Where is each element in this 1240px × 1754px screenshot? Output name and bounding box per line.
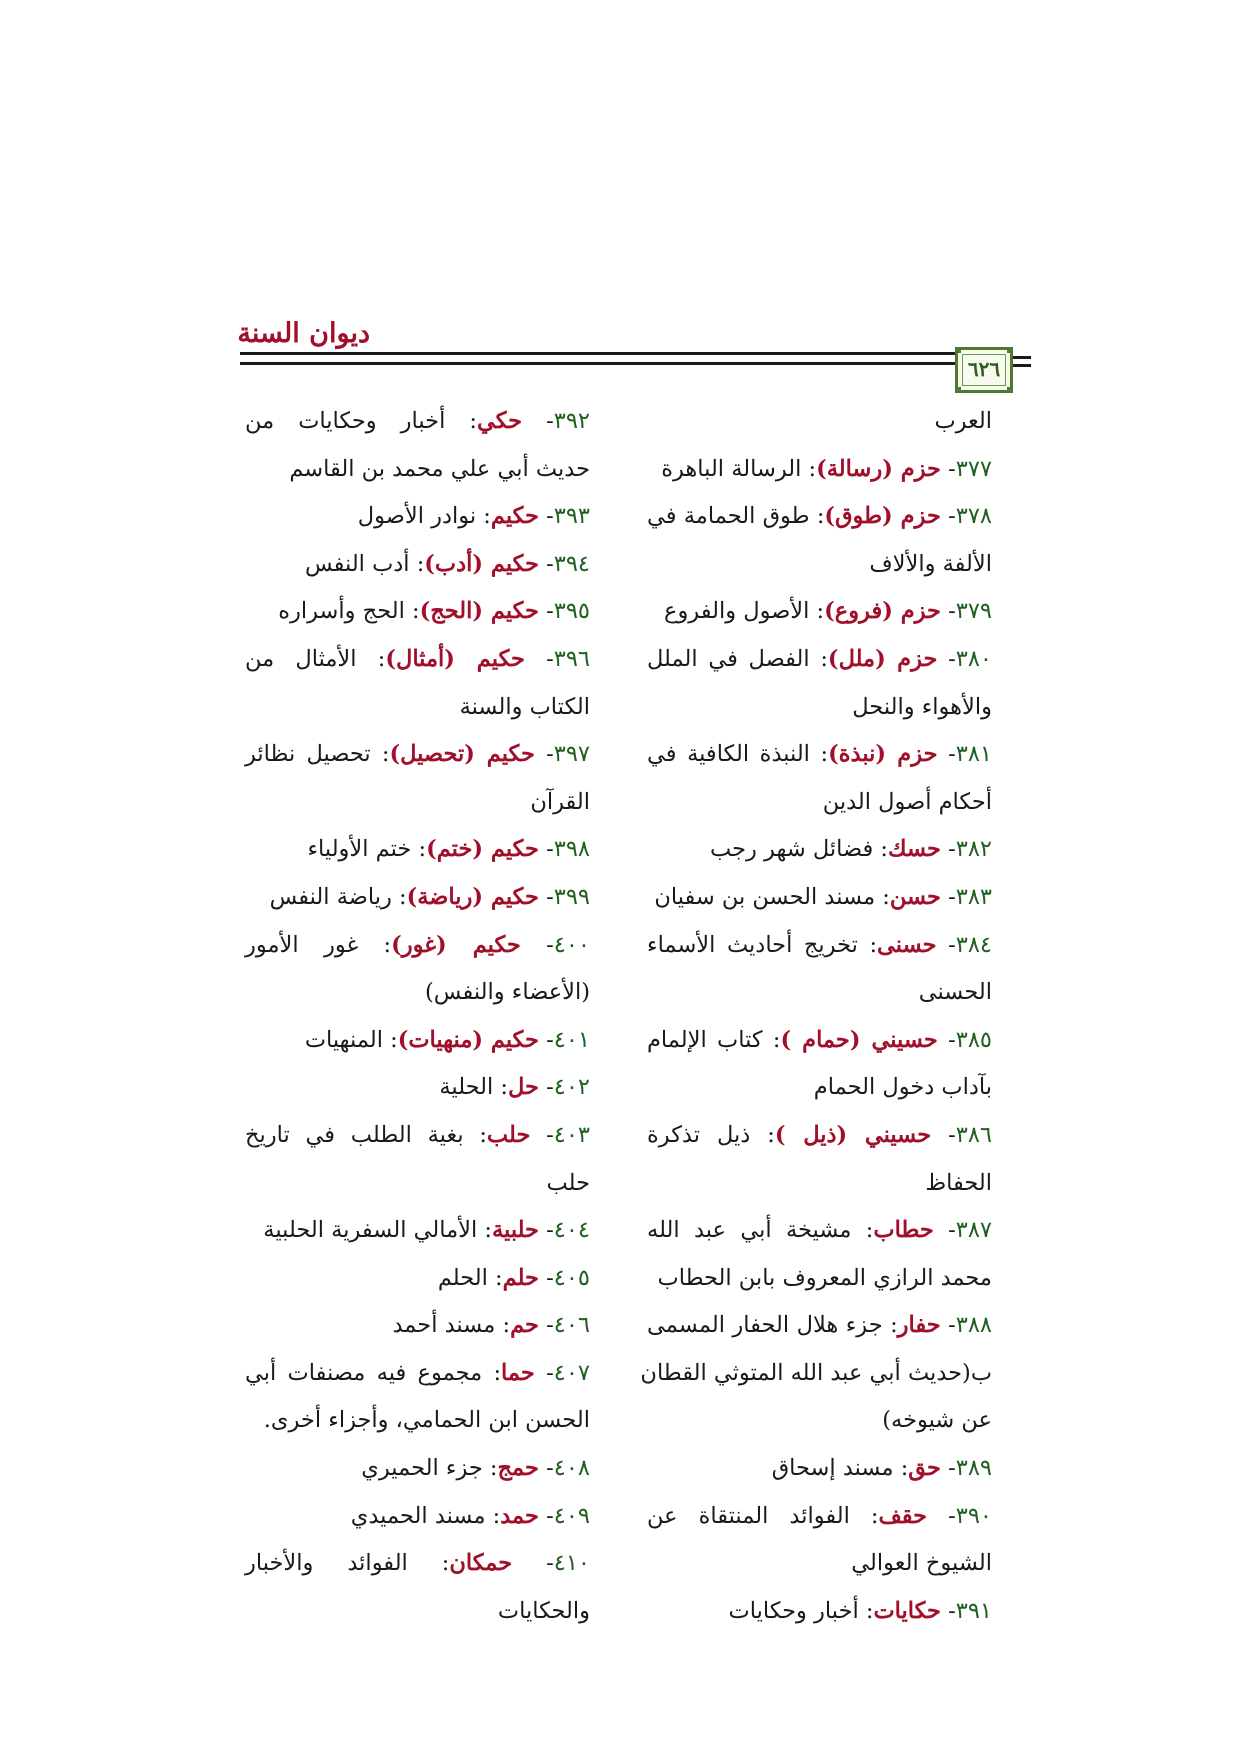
entry-keyword: حزم (رسالة)	[816, 455, 941, 482]
entry-title: أخبار وحكايات	[728, 1597, 859, 1624]
entry-number: ٤١٠	[553, 1550, 590, 1577]
entry-line: ٣٨٧- حطاب: مشيخة أبي عبد الله	[647, 1217, 993, 1244]
entry-number: ٣٧٧	[955, 455, 992, 482]
entry-keyword: حزم (نبذة)	[828, 741, 938, 768]
index-entry	[245, 1017, 590, 1065]
entry-number: ٣٩٨	[553, 836, 590, 863]
index-entry	[647, 446, 992, 494]
entry-keyword: حكيم (أدب)	[424, 550, 539, 577]
entry-number: ٣٩٢	[553, 408, 590, 434]
entry-number: ٣٨٦	[955, 1121, 992, 1148]
entry-title: النبذة الكافية في	[647, 741, 810, 768]
entry-line	[245, 779, 590, 827]
index-entry	[245, 398, 590, 493]
index-entry	[647, 826, 992, 874]
entry-number: ٤٠١	[553, 1026, 590, 1053]
entry-line: ٤٠٩- حمد: مسند الحميدي	[350, 1502, 590, 1529]
index-entry	[245, 541, 590, 589]
entry-title: بغية الطلب في تاريخ	[245, 1121, 464, 1148]
index-entry	[647, 636, 992, 731]
entry-title: جزء الحميري	[361, 1455, 483, 1482]
entry-number: ٣٨٠	[955, 645, 993, 672]
entry-title: حلب	[546, 1169, 590, 1196]
entry-title: الحلية	[439, 1074, 494, 1101]
entry-keyword: حل	[508, 1074, 539, 1101]
entry-keyword: حما	[501, 1359, 535, 1386]
entry-number: ٣٨٧	[955, 1217, 993, 1244]
index-entry	[647, 398, 992, 446]
entry-line: ٣٩١- حكايات: أخبار وحكايات	[728, 1597, 992, 1624]
entry-line: ٣٨٤- حسنى: تخريج أحاديث الأسماء	[647, 931, 993, 958]
entry-line	[647, 541, 992, 589]
entry-line: ٣٧٧- حزم (رسالة): الرسالة الباهرة	[661, 455, 992, 482]
entry-keyword: حقف	[878, 1502, 928, 1529]
entry-line: ٣٩٣- حكيم: نوادر الأصول	[357, 503, 590, 530]
entry-number: ٣٨٥	[955, 1026, 992, 1053]
entry-line: ٣٨٣- حسن: مسند الحسن بن سفيان	[654, 883, 992, 910]
entry-line	[245, 1588, 590, 1636]
entry-number: ٣٩٧	[553, 741, 590, 768]
entry-line	[647, 1064, 992, 1112]
entry-line: ٣٧٩- حزم (فروع): الأصول والفروع	[664, 598, 992, 625]
entry-keyword: حم	[510, 1312, 539, 1339]
index-entry	[647, 1017, 992, 1112]
entry-title: كتاب الإلمام	[647, 1026, 763, 1053]
index-entry	[647, 1588, 992, 1636]
entry-keyword: حزم (طوق)	[824, 503, 941, 530]
entry-keyword: حسيني (ذيل )	[774, 1121, 932, 1148]
index-column-left	[245, 398, 590, 1635]
entry-keyword: حمج	[497, 1455, 539, 1482]
index-entry	[647, 922, 992, 1017]
entry-title: والحكايات	[497, 1597, 590, 1624]
entry-title: أحكام أصول الدين	[822, 788, 992, 815]
entry-number: ٣٨٩	[955, 1455, 992, 1482]
entry-keyword: حسك	[888, 836, 941, 863]
entry-line: ٣٨٩- حق: مسند إسحاق	[771, 1455, 992, 1482]
index-entry	[245, 922, 590, 1017]
entry-title: أدب النفس	[304, 550, 410, 577]
entry-keyword: حزم (فروع)	[824, 598, 941, 625]
page-number-frame	[955, 347, 1013, 393]
entry-line: ٣٧٨- حزم (طوق): طوق الحمامة في	[647, 503, 992, 530]
entry-number: ٤٠٩	[553, 1502, 590, 1529]
entry-line: ٣٨١- حزم (نبذة): النبذة الكافية في	[647, 741, 992, 768]
entry-title: فضائل شهر رجب	[710, 836, 874, 863]
index-column-right	[640, 398, 993, 1635]
entry-number: ٣٨٢	[955, 836, 992, 863]
entry-line	[647, 1397, 992, 1445]
entry-title: بآداب دخول الحمام	[813, 1074, 992, 1101]
entry-keyword: حسيني (حمام )	[780, 1026, 938, 1053]
entry-line: ٤٠٤- حلبية: الأمالي السفرية الحلبية	[263, 1217, 590, 1244]
index-entry	[647, 588, 992, 636]
index-entry	[245, 588, 590, 636]
entry-title: الأصول والفروع	[664, 598, 810, 625]
entry-title: مسند إسحاق	[771, 1455, 894, 1482]
entry-title: ذيل تذكرة	[647, 1121, 751, 1148]
index-entry	[245, 1255, 590, 1303]
entry-title: الحسن ابن الحمامي، وأجزاء أخرى.	[263, 1407, 590, 1434]
index-entry	[647, 731, 992, 826]
entry-title: نوادر الأصول	[357, 503, 477, 530]
index-entry	[647, 1493, 992, 1588]
entry-line	[647, 779, 992, 827]
header-rule-top	[240, 352, 1000, 355]
index-entry	[245, 1445, 590, 1493]
entry-keyword: حسنى	[877, 931, 937, 958]
index-entry	[640, 1302, 992, 1445]
index-entry	[245, 1207, 590, 1255]
entry-title: ب(حديث أبي عبد الله المتوثي القطان	[640, 1359, 992, 1386]
entry-line	[245, 969, 590, 1017]
entry-line: ٤٠١- حكيم (منهيات): المنهيات	[304, 1026, 590, 1053]
entry-keyword: حكايات	[873, 1597, 941, 1624]
entry-keyword: حلبية	[491, 1217, 539, 1244]
entry-title: غور الأمور	[245, 931, 359, 958]
page-number: ٦٢٦	[967, 357, 1001, 381]
entry-line	[647, 1160, 992, 1208]
index-entry	[245, 874, 590, 922]
entry-title: الأمالي السفرية الحلبية	[263, 1217, 478, 1244]
entry-number: ٣٩١	[955, 1597, 992, 1624]
entry-title: الفوائد والأخبار	[245, 1550, 408, 1577]
index-entry	[647, 874, 992, 922]
entry-title: (الأعضاء والنفس)	[425, 979, 590, 1006]
entry-title: المنهيات	[304, 1026, 383, 1053]
entry-line: ٣٩٤- حكيم (أدب): أدب النفس	[304, 550, 590, 577]
entry-title: حديث أبي علي محمد بن القاسم	[289, 455, 590, 482]
entry-line: ٤٠٦- حم: مسند أحمد	[392, 1312, 590, 1339]
entry-number: ٤٠٢	[553, 1074, 590, 1101]
entry-number: ٤٠٠	[553, 931, 590, 958]
entry-title: طوق الحمامة في	[647, 503, 810, 530]
entry-line: ٣٩٧- حكيم (تحصيل): تحصيل نظائر	[245, 741, 590, 768]
entry-title: تحصيل نظائر	[245, 741, 371, 768]
entry-line: ٣٨٨- حفار: جزء هلال الحفار المسمى	[647, 1312, 992, 1339]
entry-title: مسند الحسن بن سفيان	[654, 883, 876, 910]
entry-title: الأمثال من	[245, 645, 357, 672]
index-entry	[245, 1064, 590, 1112]
entry-number: ٣٨٣	[955, 883, 992, 910]
entry-keyword: حكيم (رياضة)	[406, 883, 539, 910]
entry-keyword: حلم	[502, 1264, 539, 1291]
entry-line	[245, 446, 590, 494]
entry-title: عن شيوخه)	[882, 1407, 992, 1434]
index-entry	[245, 731, 590, 826]
entry-line: ٣٩٨- حكيم (ختم): ختم الأولياء	[307, 836, 590, 863]
entry-line: ٤٠٥- حلم: الحلم	[437, 1264, 590, 1291]
entry-number: ٣٩٣	[553, 503, 590, 530]
entry-keyword: حزم (ملل)	[827, 645, 938, 672]
entry-number: ٣٩٩	[553, 883, 590, 910]
entry-number: ٤٠٤	[553, 1217, 590, 1244]
entry-number: ٤٠٣	[553, 1121, 590, 1148]
entry-title: القرآن	[530, 788, 590, 815]
entry-line: ٤١٠- حمكان: الفوائد والأخبار	[245, 1550, 590, 1577]
entry-number: ٤٠٦	[553, 1312, 590, 1339]
entry-number: ٣٨٨	[955, 1312, 992, 1339]
entry-keyword: حفار	[897, 1312, 941, 1339]
index-entry	[245, 1350, 590, 1445]
entry-title: تخريج أحاديث الأسماء	[647, 931, 858, 958]
entry-number: ٣٨٤	[955, 931, 993, 958]
entry-title: والأهواء والنحل	[852, 693, 992, 720]
index-entry	[245, 1493, 590, 1541]
entry-number: ٣٩٠	[955, 1502, 992, 1529]
entry-line: ٣٨٢- حسك: فضائل شهر رجب	[710, 836, 992, 863]
entry-title: الكتاب والسنة	[459, 693, 590, 720]
entry-line	[647, 684, 992, 732]
entry-line: ٤٠٠- حكيم (غور): غور الأمور	[245, 931, 590, 958]
entry-title: جزء هلال الحفار المسمى	[647, 1312, 883, 1339]
entry-line	[640, 1350, 992, 1398]
entry-line	[647, 969, 992, 1017]
index-entry	[245, 1302, 590, 1350]
entry-keyword: حمكان	[449, 1550, 513, 1577]
entry-line: ٣٨٥- حسيني (حمام ): كتاب الإلمام	[647, 1026, 992, 1053]
entry-keyword: حلب	[486, 1121, 531, 1148]
entry-title: مسند أحمد	[392, 1312, 496, 1339]
entry-keyword: حكيم (غور)	[391, 931, 521, 958]
entry-number: ٤٠٥	[553, 1264, 590, 1291]
entry-line: ٣٩٠- حقف: الفوائد المنتقاة عن	[647, 1502, 992, 1529]
index-entry	[245, 826, 590, 874]
entry-keyword: حسن	[889, 883, 941, 910]
entry-number: ٣٩٥	[553, 598, 590, 625]
entry-keyword: حكي	[476, 408, 523, 434]
entry-title: مشيخة أبي عبد الله	[647, 1217, 852, 1244]
entry-title: الحج وأسراره	[278, 598, 405, 625]
entry-title: الحفاظ	[925, 1169, 992, 1196]
entry-title: الألفة والألاف	[869, 550, 992, 577]
entry-line: ٣٩٥- حكيم (الحج): الحج وأسراره	[278, 598, 590, 625]
entry-keyword: حكيم (الحج)	[419, 598, 539, 625]
index-entry	[245, 636, 590, 731]
entry-title: الحلم	[437, 1264, 488, 1291]
entry-line: ٣٩٩- حكيم (رياضة): رياضة النفس	[269, 883, 590, 910]
entry-line: ٣٨٠- حزم (ملل): الفصل في الملل	[647, 645, 993, 672]
entry-line: ٣٩٢- حكي: أخبار وحكايات من	[245, 408, 590, 434]
entry-number: ٣٩٦	[553, 645, 590, 672]
entry-line: ٤٠٢- حل: الحلية	[439, 1074, 590, 1101]
entry-title: رياضة النفس	[269, 883, 392, 910]
entry-number: ٤٠٨	[553, 1455, 590, 1482]
entry-line	[647, 398, 992, 446]
entry-title: الفوائد المنتقاة عن	[647, 1502, 850, 1529]
entry-title: ختم الأولياء	[307, 836, 412, 863]
entry-title: محمد الرازي المعروف بابن الحطاب	[657, 1264, 992, 1291]
entry-line	[245, 1160, 590, 1208]
entry-title: مجموع فيه مصنفات أبي	[245, 1359, 483, 1386]
entry-line: ٤٠٧- حما: مجموع فيه مصنفات أبي	[245, 1359, 590, 1386]
entry-number: ٣٨١	[955, 741, 992, 768]
entry-keyword: حكيم (أمثال)	[385, 645, 525, 672]
entry-line: ٤٠٣- حلب: بغية الطلب في تاريخ	[245, 1121, 590, 1148]
entry-number: ٣٧٨	[955, 503, 992, 530]
entry-title: أخبار وحكايات من	[245, 408, 446, 434]
entry-line	[647, 1255, 992, 1303]
entry-keyword: حق	[908, 1455, 941, 1482]
entry-keyword: حكيم (تحصيل)	[389, 741, 535, 768]
entry-keyword: حكيم (منهيات)	[397, 1026, 539, 1053]
entry-title: مسند الحميدي	[350, 1502, 486, 1529]
index-entry	[245, 493, 590, 541]
entry-number: ٣٧٩	[955, 598, 992, 625]
entry-line: ٣٩٦- حكيم (أمثال): الأمثال من	[245, 645, 590, 672]
index-entry	[245, 1540, 590, 1635]
book-title: ديوان السنة	[237, 318, 370, 349]
index-entry	[647, 493, 992, 588]
index-entry	[647, 1445, 992, 1493]
entry-title: الحسنى	[918, 979, 992, 1006]
entry-line: ٣٨٦- حسيني (ذيل ): ذيل تذكرة	[647, 1121, 992, 1148]
entry-line: ٤٠٨- حمج: جزء الحميري	[361, 1455, 590, 1482]
index-entry	[647, 1207, 992, 1302]
entry-number: ٣٩٤	[553, 550, 590, 577]
index-entry	[647, 1112, 992, 1207]
entry-line	[245, 684, 590, 732]
entry-title: العرب	[934, 408, 992, 434]
entry-keyword: حطاب	[873, 1217, 934, 1244]
entry-keyword: حكيم (ختم)	[426, 836, 539, 863]
entry-line	[647, 1540, 992, 1588]
entry-number: ٤٠٧	[553, 1359, 590, 1386]
entry-keyword: حمد	[500, 1502, 539, 1529]
entry-line	[245, 1397, 590, 1445]
entry-keyword: حكيم	[490, 503, 539, 530]
header-rule-bottom	[240, 362, 1000, 365]
entry-title: الفصل في الملل	[647, 645, 810, 672]
index-entry	[245, 1112, 590, 1207]
entry-title: الرسالة الباهرة	[661, 455, 802, 482]
entry-title: الشيوخ العوالي	[851, 1550, 992, 1577]
